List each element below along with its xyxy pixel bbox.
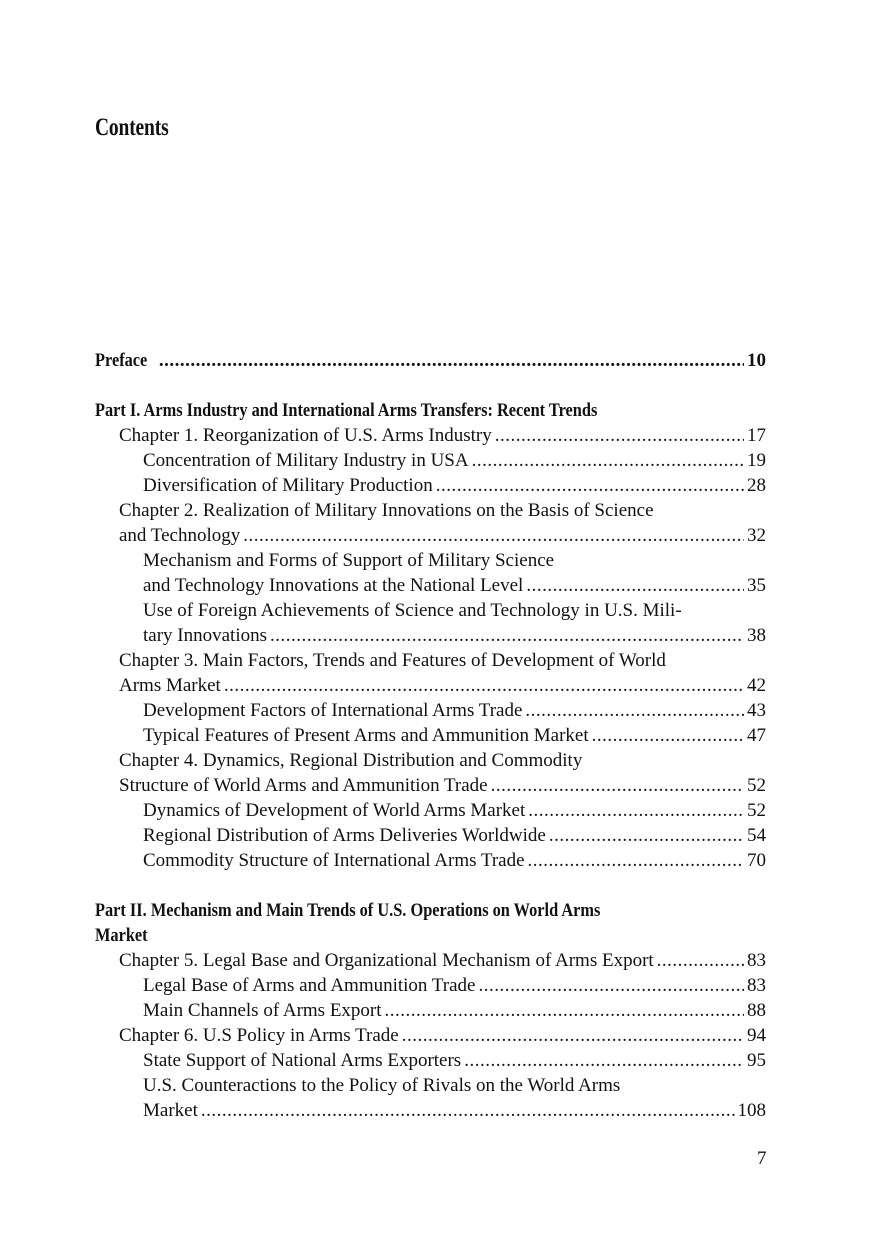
page-title: Contents: [95, 114, 169, 141]
toc-entry-section[interactable]: [95, 473, 766, 498]
toc-entry-section[interactable]: [95, 598, 766, 623]
dot-leader: [464, 1048, 744, 1073]
toc-entry-chapter-3-cont[interactable]: [95, 673, 766, 698]
toc-page-number: 47: [747, 725, 766, 746]
toc-entry-section-cont[interactable]: [95, 573, 766, 598]
toc-entry-label: Market: [143, 1100, 198, 1121]
toc-page-number: 88: [747, 1000, 766, 1021]
toc-page-number: 94: [747, 1025, 766, 1046]
toc-entry-section[interactable]: [95, 1048, 766, 1073]
toc-entry-section-cont[interactable]: [95, 1098, 766, 1123]
toc-entry-label: Chapter 4. Dynamics, Regional Distribution and Commodity: [119, 750, 583, 771]
dot-leader: [472, 448, 744, 473]
toc-entry-label: State Support of National Arms Exporters: [143, 1050, 462, 1071]
toc-entry-chapter-1[interactable]: [95, 423, 766, 448]
toc-page-number: 95: [747, 1050, 766, 1071]
toc-entry-label: Chapter 5. Legal Base and Organizational Mechanism of Arms Export: [119, 950, 654, 971]
toc-page-number: 28: [747, 475, 766, 496]
dot-leader: [491, 773, 744, 798]
toc-page-number: 108: [737, 1100, 766, 1121]
toc-entry-chapter-5[interactable]: [95, 948, 766, 973]
toc-entry-label: tary Innovations: [143, 625, 268, 646]
dot-leader: [243, 523, 744, 548]
toc-entry-label: Legal Base of Arms and Ammunition Trade: [143, 975, 476, 996]
toc-entry-label: and Technology: [119, 525, 241, 546]
dot-leader: [478, 973, 744, 998]
dot-leader: [526, 573, 744, 598]
toc-entry-chapter-6[interactable]: [95, 1023, 766, 1048]
toc-entry-label: Structure of World Arms and Ammunition Trade: [119, 775, 488, 796]
dot-leader: [549, 823, 744, 848]
toc-entry-label: Chapter 6. U.S Policy in Arms Trade: [119, 1025, 399, 1046]
toc-page-number: 10: [747, 350, 766, 371]
dot-leader: [525, 698, 744, 723]
toc-entry-section[interactable]: [95, 973, 766, 998]
toc-entry-label: U.S. Counteractions to the Policy of Rivals on the World Arms: [143, 1075, 621, 1096]
toc-part-label: Part I. Arms Industry and International Arms Transfers: Recent Trends: [95, 400, 598, 421]
toc-entry-label: Mechanism and Forms of Support of Military Science: [143, 550, 555, 571]
toc-page-number: 52: [747, 800, 766, 821]
toc-entry-label: Commodity Structure of International Arms Trade: [143, 850, 525, 871]
dot-leader: [592, 723, 744, 748]
toc-part-label: Part II. Mechanism and Main Trends of U.S. Operations on World Arms: [95, 900, 601, 921]
toc-entry-label: Regional Distribution of Arms Deliveries Worldwide: [143, 825, 546, 846]
toc-page-number: 42: [747, 675, 766, 696]
toc-entry-chapter-2-cont[interactable]: [95, 523, 766, 548]
toc-part-heading-cont: [95, 923, 766, 948]
toc-entry-section[interactable]: [95, 548, 766, 573]
toc-entry-label: Chapter 3. Main Factors, Trends and Features of Development of World: [119, 650, 666, 671]
toc-entry-label: Chapter 1. Reorganization of U.S. Arms Industry: [119, 425, 492, 446]
toc-entry-label: Main Channels of Arms Export: [143, 1000, 382, 1021]
dot-leader: [495, 423, 744, 448]
dot-leader: [436, 473, 744, 498]
toc-entry-section[interactable]: [95, 448, 766, 473]
toc-entry-section[interactable]: [95, 848, 766, 873]
toc-entry-section[interactable]: [95, 998, 766, 1023]
table-of-contents: [95, 348, 766, 1123]
toc-entry-label: Concentration of Military Industry in USA: [143, 450, 469, 471]
toc-page-number: 32: [747, 525, 766, 546]
toc-entry-label: Typical Features of Present Arms and Ammunition Market: [143, 725, 589, 746]
toc-entry-chapter-4[interactable]: [95, 748, 766, 773]
toc-entry-label: and Technology Innovations at the National Level: [143, 575, 524, 596]
toc-entry-preface[interactable]: [95, 348, 766, 373]
toc-page-number: 52: [747, 775, 766, 796]
toc-entry-section[interactable]: [95, 823, 766, 848]
toc-entry-section-cont[interactable]: [95, 623, 766, 648]
toc-entry-section[interactable]: [95, 698, 766, 723]
toc-entry-label: Dynamics of Development of World Arms Market: [143, 800, 526, 821]
toc-entry-label: Development Factors of International Arms Trade: [143, 700, 523, 721]
toc-entry-section[interactable]: [95, 723, 766, 748]
toc-page-number: 54: [747, 825, 766, 846]
toc-part-heading: [95, 398, 766, 423]
toc-page-number: 38: [747, 625, 766, 646]
toc-entry-label: Arms Market: [119, 675, 221, 696]
dot-leader: [159, 348, 744, 373]
toc-entry-section[interactable]: [95, 1073, 766, 1098]
dot-leader: [224, 673, 744, 698]
toc-page-number: 70: [747, 850, 766, 871]
toc-part-heading: [95, 898, 766, 923]
toc-page-number: 83: [747, 950, 766, 971]
toc-page-number: 19: [747, 450, 766, 471]
page-number: 7: [757, 1148, 767, 1169]
dot-leader: [402, 1023, 744, 1048]
toc-entry-label: Use of Foreign Achievements of Science and Technology in U.S. Mili-: [143, 600, 682, 621]
toc-page-number: 83: [747, 975, 766, 996]
toc-entry-label: Preface: [95, 350, 148, 371]
toc-page-number: 17: [747, 425, 766, 446]
toc-page-number: 43: [747, 700, 766, 721]
toc-entry-label: Chapter 2. Realization of Military Innovations on the Basis of Science: [119, 500, 654, 521]
toc-entry-label: Diversification of Military Production: [143, 475, 433, 496]
dot-leader: [385, 998, 744, 1023]
toc-entry-chapter-3[interactable]: [95, 648, 766, 673]
toc-page-number: 35: [747, 575, 766, 596]
dot-leader: [528, 798, 744, 823]
toc-entry-section[interactable]: [95, 798, 766, 823]
toc-entry-chapter-4-cont[interactable]: [95, 773, 766, 798]
dot-leader: [201, 1098, 735, 1123]
dot-leader: [657, 948, 744, 973]
toc-part-label: Market: [95, 925, 148, 946]
dot-leader: [270, 623, 744, 648]
toc-entry-chapter-2[interactable]: [95, 498, 766, 523]
dot-leader: [528, 848, 744, 873]
